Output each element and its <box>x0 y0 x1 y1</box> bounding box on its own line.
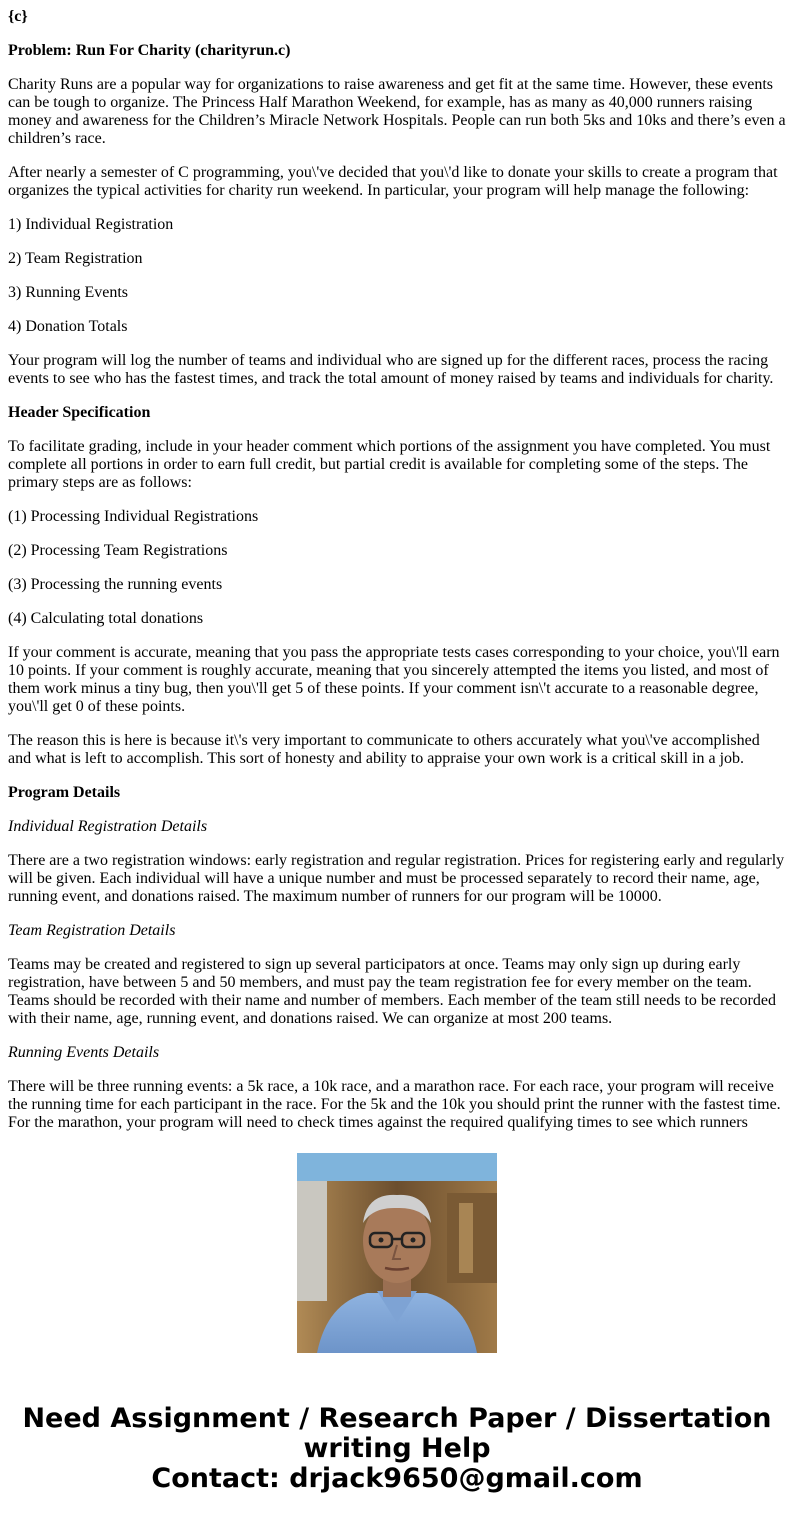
language-tag: {c} <box>8 8 28 25</box>
step-item: (2) Processing Team Registrations <box>8 542 228 559</box>
step-item: (1) Processing Individual Registrations <box>8 508 259 525</box>
running-heading: Running Events Details <box>8 1044 160 1061</box>
intro-paragraph: Charity Runs are a popular way for organizations to raise awareness and get fit at the same time. However, these events can be tough to organize. The Princess Half Marathon Weekend, for example, has as many as 40,000 runners raising money and awareness for the Children’s Miracle Network Hospitals. People can run both 5ks and 10ks and there’s even a children’s race. <box>8 76 786 147</box>
program-details-heading: Program Details <box>8 784 121 801</box>
problem-title: Problem: Run For Charity (charityrun.c) <box>8 42 291 59</box>
promo-heading-line1: Need Assignment / Research Paper / Dissertation <box>22 1403 772 1434</box>
individual-heading: Individual Registration Details <box>8 818 208 835</box>
team-paragraph: Teams may be created and registered to sign up several participators at once. Teams may only sign up during early registration, have between 5 and 50 members, and must pay the team registration fee for every member on the team. Teams should be recorded with their name and number of members. Each member of the team still needs to be recorded with their name, age, running event, and donations raised. We can organize at most 200 teams. <box>8 956 776 1027</box>
step-item: (4) Calculating total donations <box>8 610 204 627</box>
reason-paragraph: The reason this is here is because it\'s very important to communicate to others accurately what you\'ve accomplished and what is left to accomplish. This sort of honesty and ability to appraise your own work is a critical skill in a job. <box>8 732 760 767</box>
comment-paragraph: If your comment is accurate, meaning that you pass the appropriate tests cases corresponding to your choice, you\'ll earn 10 points. If your comment is roughly accurate, meaning that you sincerely attempted the items you listed, and most of them work minus a tiny bug, then you\'ll get 5 of these points. If your comment isn\'t accurate to a reasonable degree, you\'ll get 0 of these points. <box>8 644 780 715</box>
step-item: (3) Processing the running events <box>8 576 223 593</box>
avatar-portrait <box>297 1153 497 1353</box>
promo-contact-email: Contact: drjack9650@gmail.com <box>151 1463 643 1494</box>
team-heading: Team Registration Details <box>8 922 176 939</box>
running-paragraph: There will be three running events: a 5k race, a 10k race, and a marathon race. For each race, your program will receive the running time for each participant in the race. For the 5k and the 10k you should print the runner with the fastest time. For the marathon, your program will need to check times against the required qualifying times to see which runners <box>8 1078 781 1131</box>
individual-paragraph: There are a two registration windows: early registration and regular registration. Prices for registering early and regularly will be given. Each individual will have a unique number and must be processed separately to record their name, age, running event, and donations raised. The maximum number of runners for our program will be 10000. <box>8 852 785 905</box>
overview-paragraph: After nearly a semester of C programming, you\'ve decided that you\'d like to donate your skills to create a program that organizes the typical activities for charity run weekend. In particular, your program will help manage the following: <box>8 164 778 199</box>
manage-item: 4) Donation Totals <box>8 318 128 335</box>
promo-heading-line2: writing Help <box>303 1433 491 1464</box>
manage-item: 1) Individual Registration <box>8 216 174 233</box>
avatar <box>297 1153 497 1353</box>
header-spec-heading: Header Specification <box>8 404 151 421</box>
summary-paragraph: Your program will log the number of teams and individual who are signed up for the different races, process the racing events to see who has the fastest times, and track the total amount of money raised by teams and individuals for charity. <box>8 352 774 387</box>
manage-item: 2) Team Registration <box>8 250 143 267</box>
header-spec-paragraph: To facilitate grading, include in your header comment which portions of the assignment you have completed. You must complete all portions in order to earn full credit, but partial credit is available for completing some of the steps. The primary steps are as follows: <box>8 438 771 491</box>
manage-item: 3) Running Events <box>8 284 128 301</box>
